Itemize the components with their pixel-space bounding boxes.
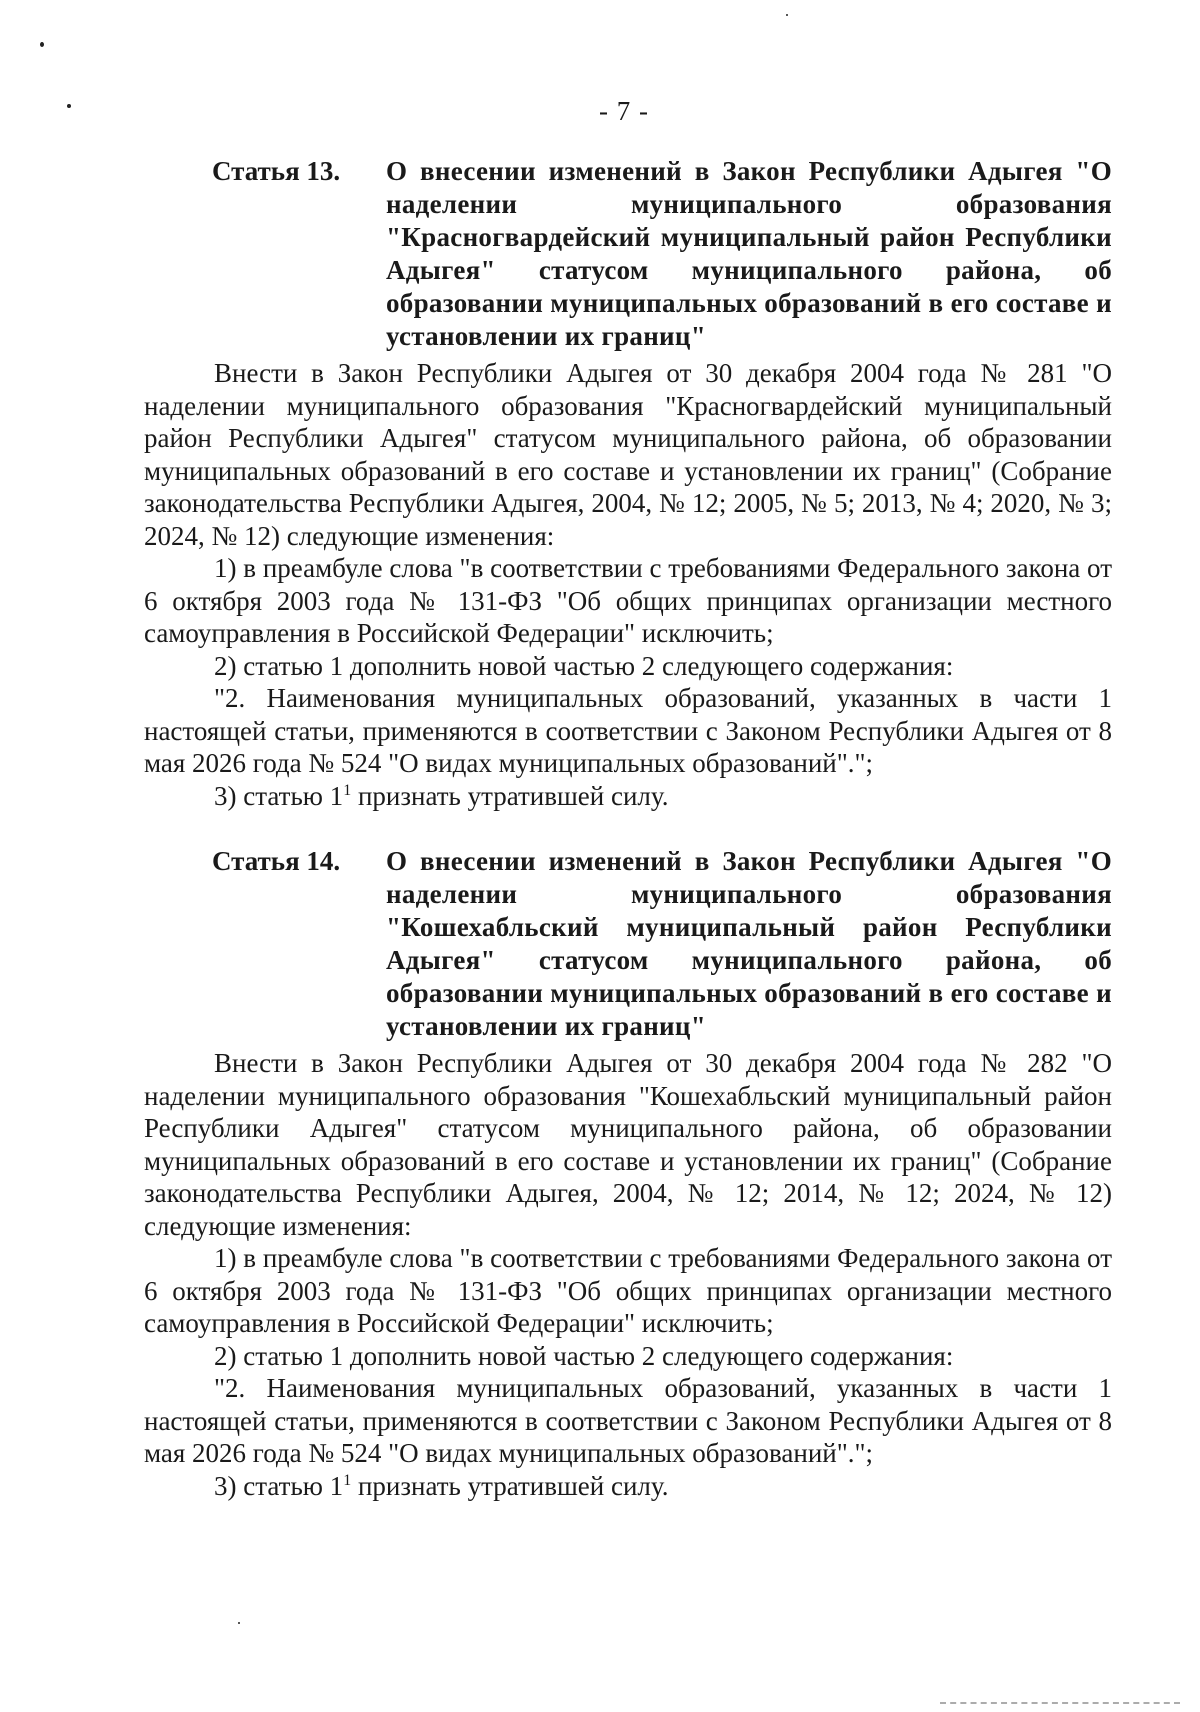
article-body — [144, 357, 1112, 812]
amendment-item-2: 2) статью 1 дополнить новой частью 2 следующего содержания: — [214, 1340, 954, 1371]
amendment-quote: "2. Наименования муниципальных образований, указанных в части 1 настоящей статьи, применяются в соответствии с Законом Республики Адыгея от 8 мая 2026 года № 524 "О видах муниципальных образований"."; — [144, 683, 1112, 778]
article-heading — [144, 155, 1112, 353]
article-body — [144, 1047, 1112, 1502]
scan-speck — [40, 42, 44, 47]
article-label: Статья 13. — [212, 156, 341, 186]
amendment-item-3 — [144, 780, 1112, 813]
article-14 — [144, 845, 1112, 1502]
amendment-item-1: 1) в преамбуле слова "в соответствии с требованиями Федерального закона от 6 октября 2003 года № 131-ФЗ "Об общих принципах организации местного самоуправления в Российской Федерации" исключить; — [144, 553, 1112, 648]
amendment-item-2: 2) статью 1 дополнить новой частью 2 следующего содержания: — [214, 650, 954, 681]
item-3-text: 3) статью 1 — [214, 780, 344, 811]
article-13 — [144, 155, 1112, 812]
scan-speck — [786, 14, 788, 16]
item-3-text-end: признать утратившей силу. — [351, 780, 669, 811]
article-title: О внесении изменений в Закон Республики Адыгея "О наделении муниципального образования "Кошехабльский муниципальный район Республики Адыгея" статусом муниципального района, об образовании муниципальных образований в его составе и установлении их границ" — [386, 846, 1112, 1041]
superscript: 1 — [343, 1471, 352, 1489]
superscript: 1 — [343, 781, 352, 799]
scan-speck — [238, 1622, 240, 1624]
scan-edge-marks — [940, 1702, 1180, 1707]
article-heading — [144, 845, 1112, 1043]
item-3-text: 3) статью 1 — [214, 1470, 344, 1501]
amendment-quote: "2. Наименования муниципальных образований, указанных в части 1 настоящей статьи, применяются в соответствии с Законом Республики Адыгея от 8 мая 2026 года № 524 "О видах муниципальных образований"."; — [144, 1373, 1112, 1468]
article-label: Статья 14. — [212, 846, 341, 876]
article-intro-paragraph: Внести в Закон Республики Адыгея от 30 декабря 2004 года № 281 "О наделении муниципального образования "Красногвардейский муниципальный район Республики Адыгея" статусом муниципального района, об образовании муниципальных образований в его составе и установлении их границ" (Собрание законодательства Республики Адыгея, 2004, № 12; 2005, № 5; 2013, № 4; 2020, № 3; 2024, № 12) следующие изменения: — [144, 358, 1112, 551]
amendment-item-1: 1) в преамбуле слова "в соответствии с требованиями Федерального закона от 6 октября 2003 года № 131-ФЗ "Об общих принципах организации местного самоуправления в Российской Федерации" исключить; — [144, 1243, 1112, 1338]
article-intro-paragraph: Внести в Закон Республики Адыгея от 30 декабря 2004 года № 282 "О наделении муниципального образования "Кошехабльский муниципальный район Республики Адыгея" статусом муниципального района, об образовании муниципальных образований в его составе и установлении их границ" (Собрание законодательства Республики Адыгея, 2004, № 12; 2014, № 12; 2024, № 12) следующие изменения: — [144, 1048, 1112, 1241]
amendment-item-3 — [144, 1470, 1112, 1503]
item-3-text-end: признать утратившей силу. — [351, 1470, 669, 1501]
page-number: - 7 - — [599, 96, 649, 126]
article-title: О внесении изменений в Закон Республики Адыгея "О наделении муниципального образования "Красногвардейский муниципальный район Республики Адыгея" статусом муниципального района, об образовании муниципальных образований в его составе и установлении их границ" — [386, 156, 1112, 351]
